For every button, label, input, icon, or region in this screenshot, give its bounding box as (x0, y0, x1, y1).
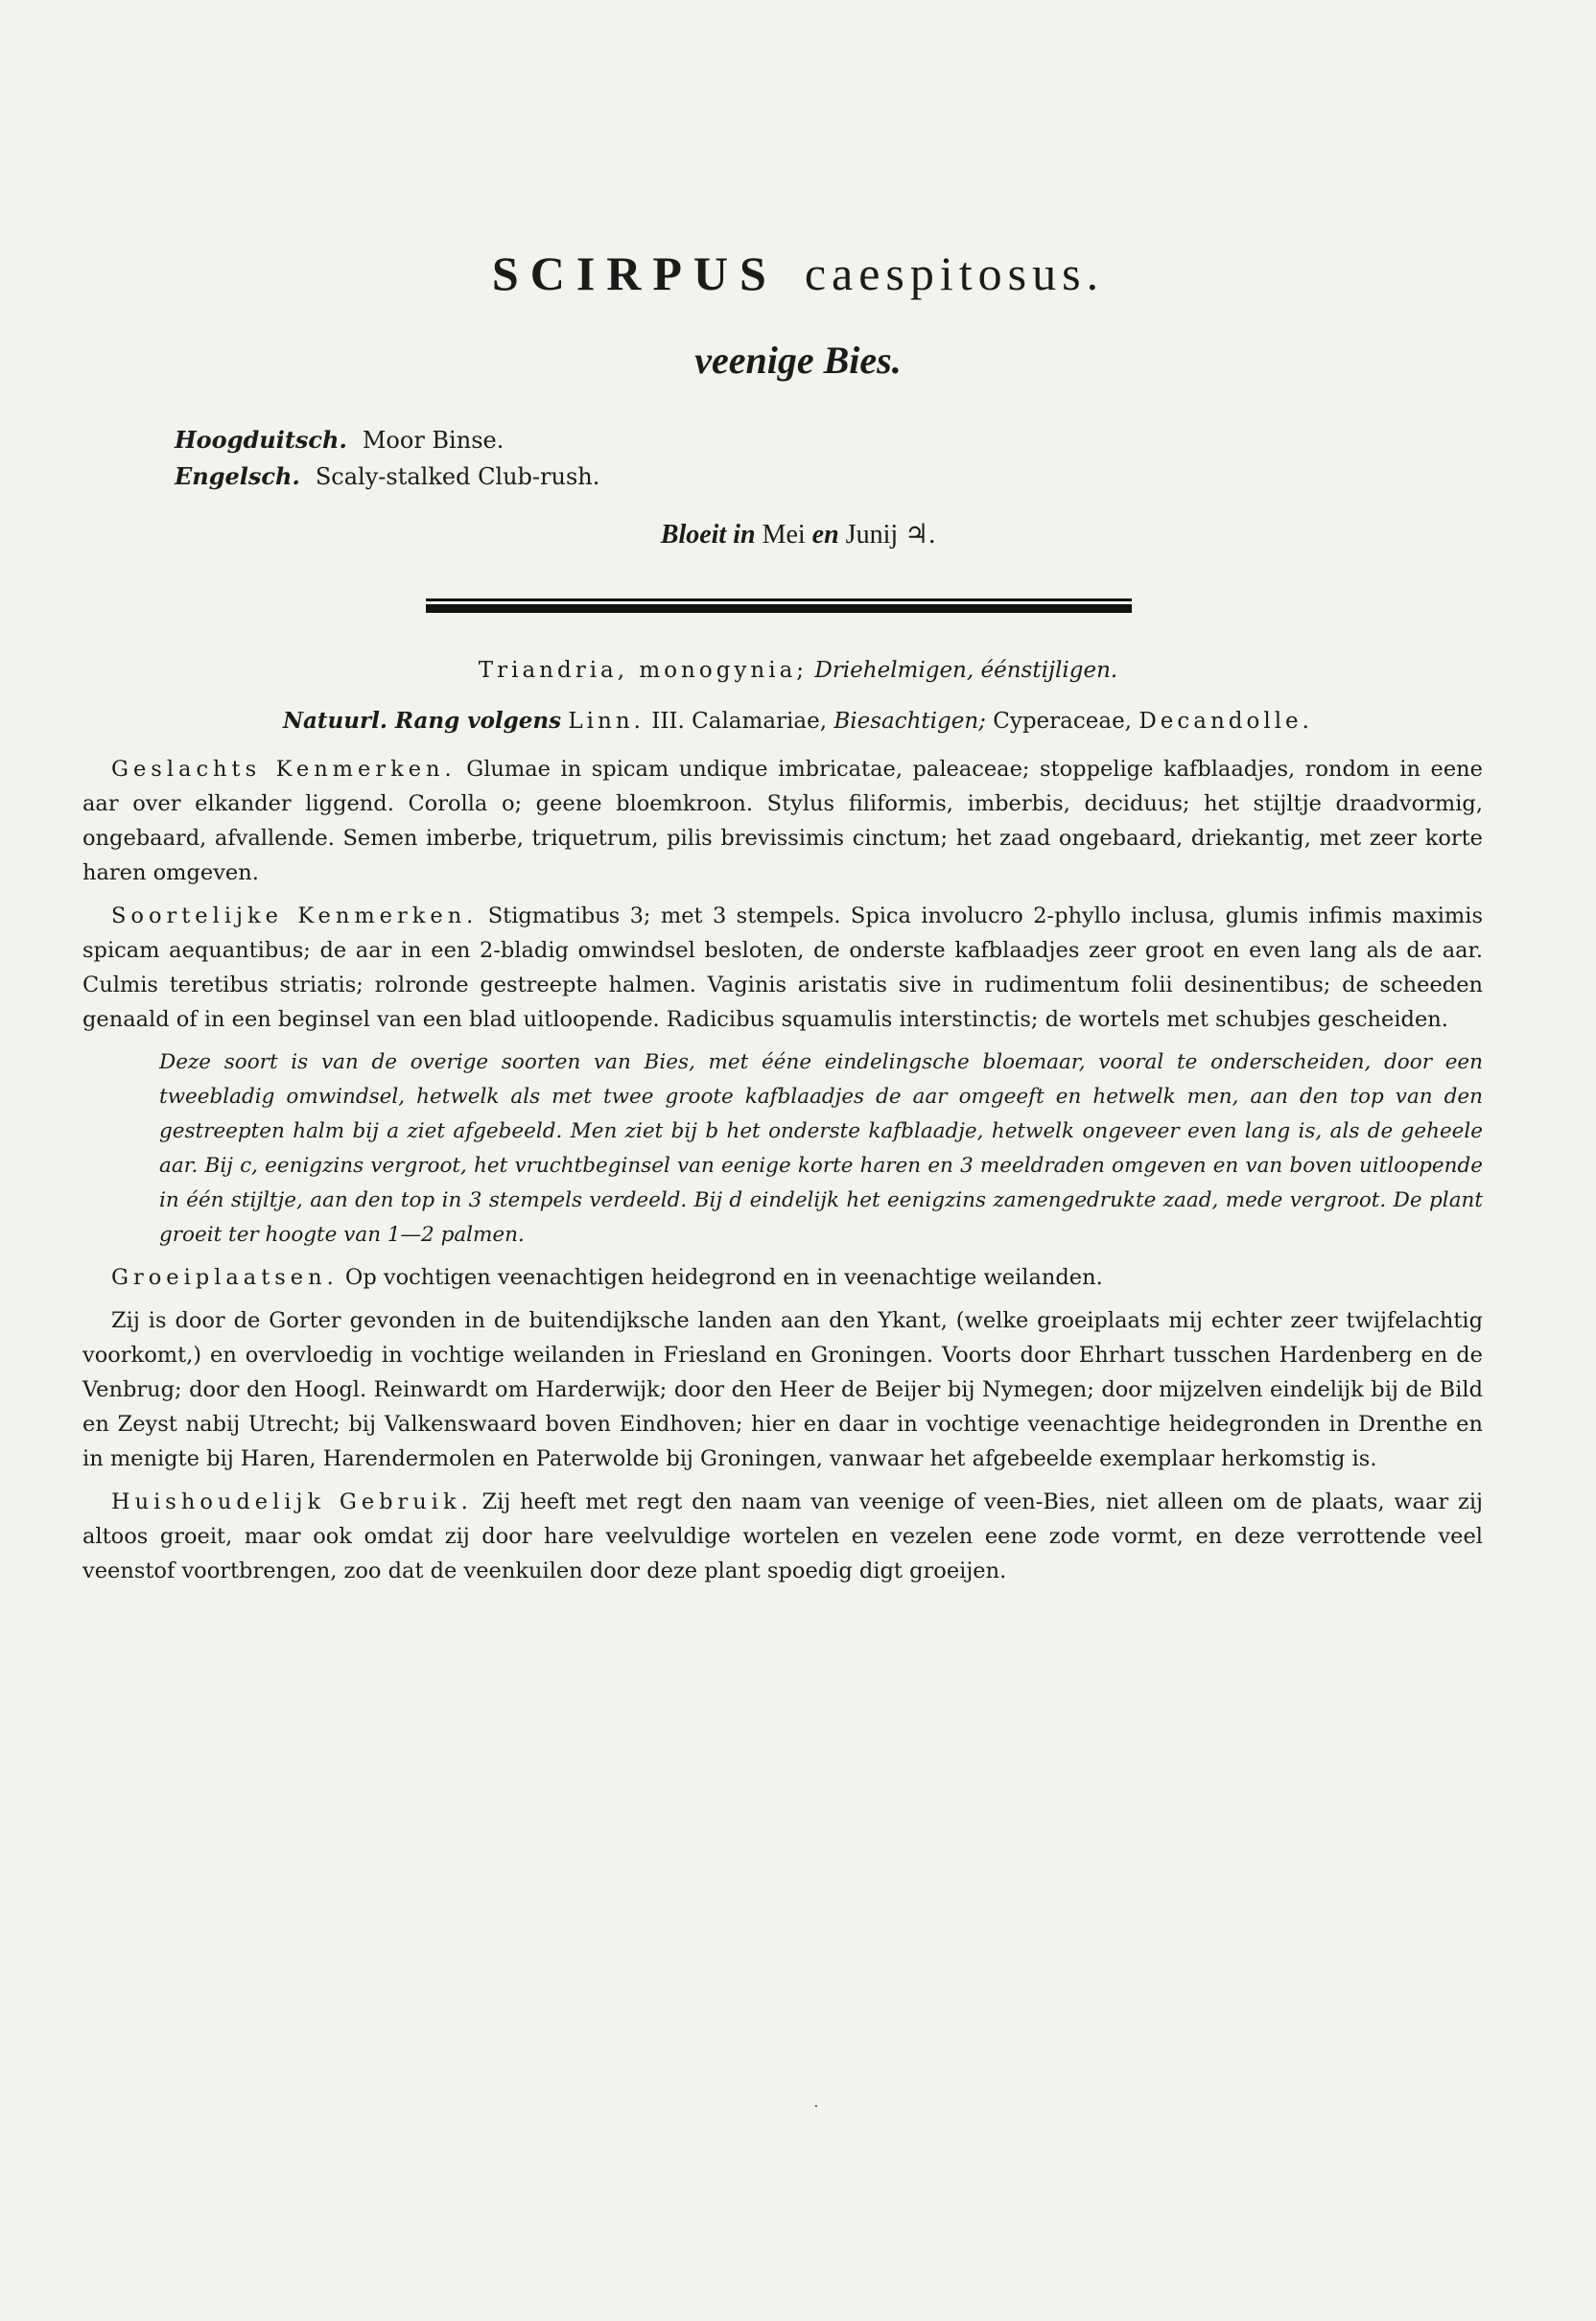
rank-label: Natuurl. Rang volgens (283, 708, 562, 734)
paper-speck: · (813, 2097, 819, 2117)
language-label: Engelsch. (175, 462, 300, 490)
language-label: Hoogduitsch. (175, 426, 347, 454)
page-title (0, 245, 1596, 302)
section-text: Op vochtigen veenachtigen heidegrond en in veenachtige weilanden. (344, 1265, 1103, 1290)
class-latin: Triandria, monogynia; (478, 658, 809, 683)
natural-rank (0, 708, 1596, 734)
section-heading: Soortelijke Kenmerken. (111, 903, 479, 928)
rank-linnaeus: Linn. (568, 709, 645, 734)
section-text: Stigmatibus 3; met 3 stempels. Spica involucro 2-phyllo inclusa, glumis infimis maximis spicam aequantibus; de aar in een 2-bladig omwindsel besloten, de onderste kafblaadjes zeer groot en even lang als de aar. Culmis teretibus striatis; rolronde gestreepte halmen. Vaginis aristatis sive in rudimentum folii desinentibus; de scheeden genaald of in een beginsel van een blad uitloopende. Radicibus squamulis interstinctis; de wortels met schubjes gescheiden. (82, 903, 1483, 1032)
bloom-prefix: Bloeit in (660, 520, 756, 550)
rank-decandolle-text: Cyperaceae, (993, 709, 1132, 734)
section-heading: Huishoudelijk Gebruik. (111, 1489, 473, 1514)
section-heading: Groeiplaatsen. (111, 1265, 339, 1290)
localities: Zij is door de Gorter gevonden in de buitendijksche landen aan den Ykant, (welke groeiplaats mij echter zeer twijfelachtig voorkomt,) en overvloedig in vochtige weilanden in Friesland en Groningen. Voorts door Ehrhart tusschen Hardenberg en de Venbrug; door den Hoogl. Reinwardt om Harderwijk; door den Heer de Beijer bij Nymegen; door mijzelven eindelijk bij de Bild en Zeyst nabij Utrecht; bij Valkenswaard boven Eindhoven; hier en daar in vochtige veenachtige heidegronden in Drenthe en in menigte bij Haren, Harendermolen en Paterwolde bij Groningen, vanwaar het afgebeelde exemplaar herkomstig is. (82, 1308, 1483, 1471)
vernacular-name: Scaly-stalked Club-rush. (315, 463, 600, 490)
divider-thick (426, 604, 1132, 613)
section-text: Zij heeft met regt den naam van veenige of veen-Bies, niet alleen om de plaats, waar zij altoos groeit, maar ook omdat zij door hare veelvuldige wortelen en vezelen eene zode vormt, en deze verrottende veel veenstof voortbrengen, zoo dat de veenkuilen door deze plant spoedig digt groeijen. (82, 1489, 1483, 1583)
vernacular-english (175, 458, 599, 495)
bloom-month-1: Mei (762, 520, 806, 550)
vernacular-name: Moor Binse. (362, 427, 505, 454)
class-dutch: Driehelmigen, éénstijligen. (814, 658, 1118, 683)
habitat (82, 1260, 1483, 1295)
vernacular-german (175, 422, 599, 458)
rank-linnaeus-text: III. Calamariae, (651, 709, 828, 734)
figure-note: Deze soort is van de overige soorten van Bies, met ééne eindelingsche bloemaar, vooral te onderscheiden, door een tweebladig omwindsel, hetwelk als met twee groote kafblaadjes de aar omgeeft en hetwelk men, aan den top van den gestreepten halm bij a ziet afgebeeld. Men ziet bij b het onderste kafblaadje, hetwelk ongeveer even lang is, als de geheele aar. Bij c, eenigzins vergroot, het vruchtbeginsel van eenige korte haren en 3 meeldraden omgeven en van boven uitloopende in één stijltje, aan den top in 3 stempels verdeeld. Bij d eindelijk het eenigzins zamengedrukte zaad, mede vergroot. De plant groeit ter hoogte van 1—2 palmen. (159, 1050, 1483, 1247)
genus-characters (82, 752, 1483, 890)
section-text: Glumae in spicam undique imbricatae, paleaceae; stoppelige kafblaadjes, rondom in eene aar over elkander liggend. Corolla o; geene bloemkroon. Stylus filiformis, imberbis, deciduus; het stijltje draadvormig, ongebaard, afvallende. Semen imberbe, triquetrum, pilis brevissimis cinctum; het zaad ongebaard, driekantig, met zeer korte haren omgeven. (82, 757, 1483, 885)
linnaean-class (0, 658, 1596, 683)
species-name: caespitosus. (804, 246, 1105, 300)
household-use (82, 1485, 1483, 1588)
section-heading: Geslachts Kenmerken. (111, 757, 457, 782)
divider-thin (426, 598, 1132, 601)
rank-linnaeus-dutch: Biesachtigen; (833, 709, 986, 734)
genus-name: SCIRPUS (491, 246, 778, 300)
body-text (82, 752, 1483, 1597)
rank-decandolle: Decandolle. (1138, 709, 1313, 734)
bloom-conjunction: en (811, 520, 839, 550)
flowering-line (0, 518, 1596, 551)
bloom-month-2: Junij ♃. (845, 520, 936, 550)
dutch-name: veenige Bies. (694, 339, 902, 382)
species-characters (82, 899, 1483, 1037)
vernacular-names (175, 422, 599, 495)
